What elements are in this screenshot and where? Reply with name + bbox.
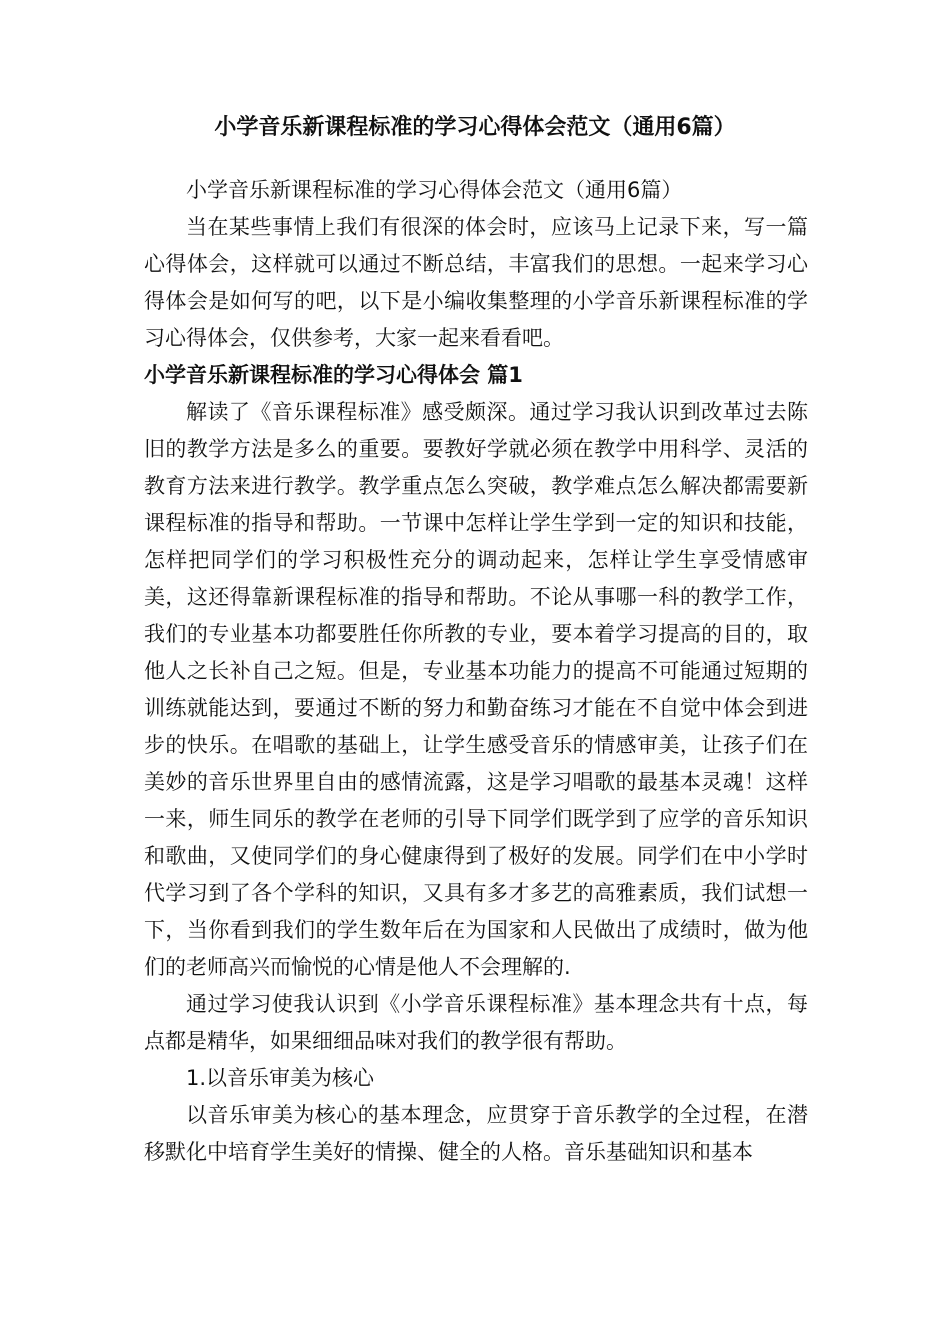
intro-paragraph: 当在某些事情上我们有很深的体会时，应该马上记录下来，写一篇心得体会，这样就可以通过不断总结，丰富我们的思想。一起来学习心得体会是如何写的吧，以下是小编收集整理的小学音乐新课程标准的学习心得体会，仅供参考，大家一起来看看吧。	[144, 215, 808, 350]
document-title: 小学音乐新课程标准的学习心得体会范文（通用6篇）	[214, 115, 736, 140]
body-paragraph: 通过学习使我认识到《小学音乐课程标准》基本理念共有十点，每点都是精华，如果细细品味对我们的教学很有帮助。	[144, 992, 808, 1053]
section-heading: 小学音乐新课程标准的学习心得体会 篇1	[144, 363, 523, 387]
document-body	[144, 172, 808, 1171]
numbered-heading: 1.以音乐审美为核心	[186, 1066, 375, 1090]
subtitle-paragraph: 小学音乐新课程标准的学习心得体会范文（通用6篇）	[186, 178, 683, 202]
body-paragraph: 以音乐审美为核心的基本理念，应贯穿于音乐教学的全过程，在潜移默化中培育学生美好的情操、健全的人格。音乐基础知识和基本	[144, 1103, 808, 1164]
body-paragraph: 解读了《音乐课程标准》感受颇深。通过学习我认识到改革过去陈旧的教学方法是多么的重要。要教好学就必须在教学中用科学、灵活的教育方法来进行教学。教学重点怎么突破，教学难点怎么解决都需要新课程标准的指导和帮助。一节课中怎样让学生学到一定的知识和技能，怎样把同学们的学习积极性充分的调动起来，怎样让学生享受情感审美，这还得靠新课程标准的指导和帮助。不论从事哪一科的教学工作，我们的专业基本功都要胜任你所教的专业，要本着学习提高的目的，取他人之长补自己之短。但是，专业基本功能力的提高不可能通过短期的训练就能达到，要通过不断的努力和勤奋练习才能在不自觉中体会到进步的快乐。在唱歌的基础上，让学生感受音乐的情感审美，让孩子们在美妙的音乐世界里自由的感情流露，这是学习唱歌的最基本灵魂！这样一来，师生同乐的教学在老师的引导下同学们既学到了应学的音乐知识和歌曲，又使同学们的身心健康得到了极好的发展。同学们在中小学时代学习到了各个学科的知识，又具有多才多艺的高雅素质，我们试想一下，当你看到我们的学生数年后在为国家和人民做出了成绩时，做为他们的老师高兴而愉悦的心情是他人不会理解的.	[144, 400, 808, 979]
